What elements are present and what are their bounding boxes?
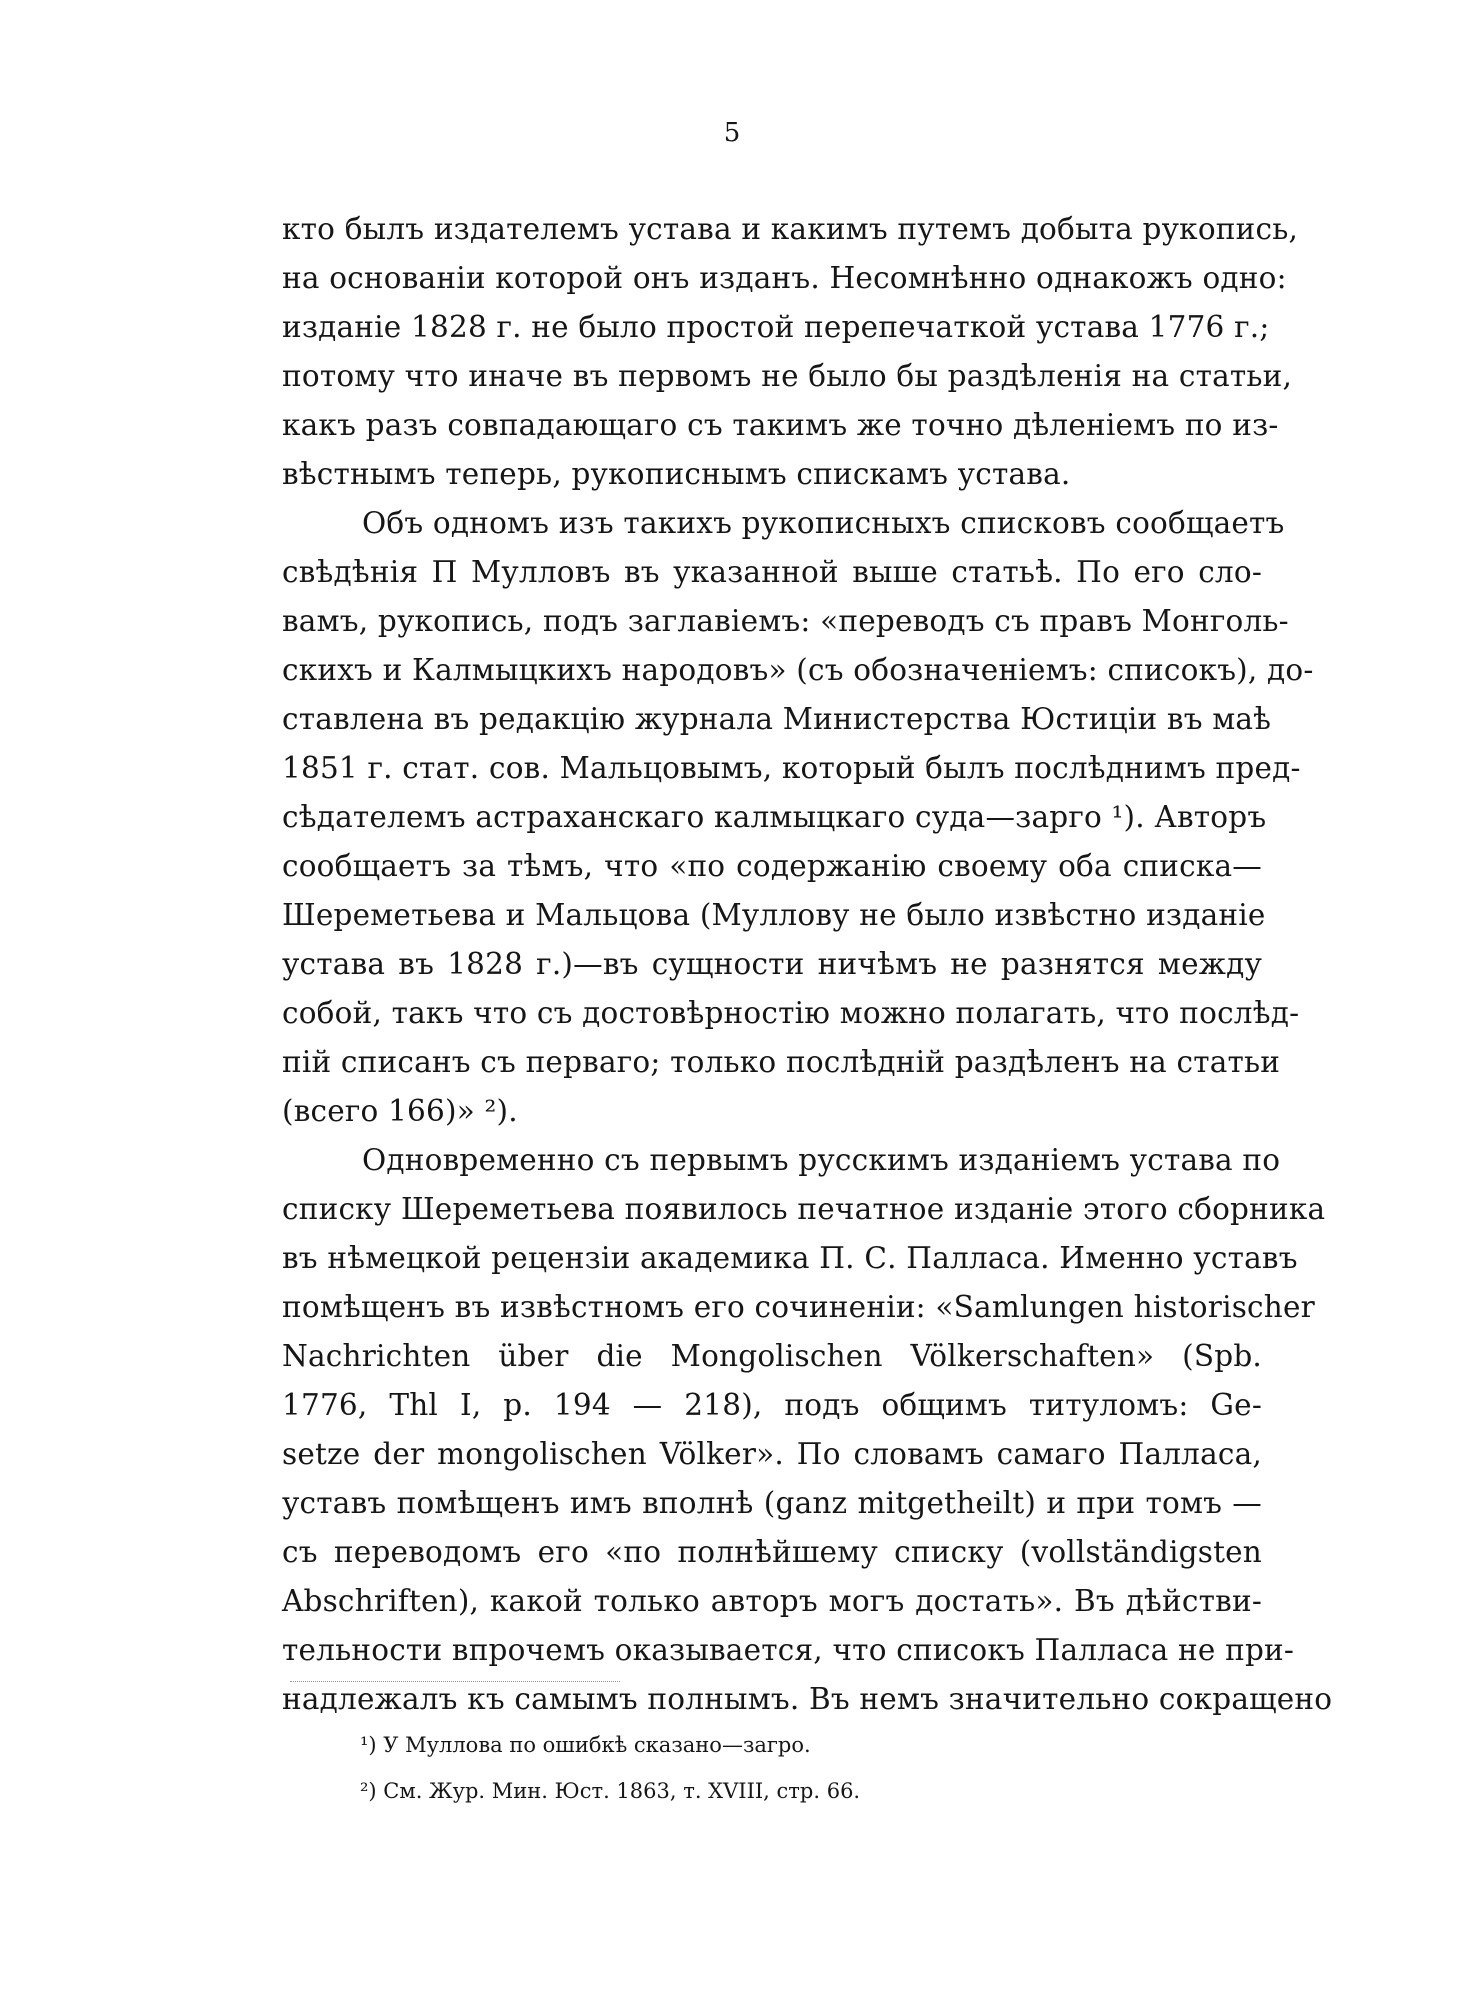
text-line: Nachrichten über die Mongolischen Völkerschaften» (Spb. [282, 1339, 1262, 1373]
text-line: свѣдѣнія П Мулловъ въ указанной выше статьѣ. По его сло- [282, 555, 1262, 589]
text-line: съ переводомъ его «по полнѣйшему списку (vollständigsten [282, 1535, 1262, 1569]
footnote-separator [290, 1681, 620, 1682]
text-line: помѣщенъ въ извѣстномъ его сочиненіи: «Samlungen historischer [282, 1290, 1315, 1324]
main-text [282, 205, 1333, 1724]
text-line: тельности впрочемъ оказывается, что списокъ Палласа не при- [282, 1633, 1295, 1667]
text-line: (всего 166)» ²). [282, 1094, 518, 1128]
text-line: ставлена въ редакцію журнала Министерства Юстиціи въ маѣ [282, 702, 1272, 736]
text-line: 1851 г. стат. сов. Мальцовымъ, который былъ послѣднимъ пред- [282, 751, 1301, 785]
footnotes [360, 1722, 1060, 1814]
footnote-1: ¹) У Муллова по ошибкѣ сказано—загро. [360, 1733, 811, 1757]
paragraph-1 [282, 205, 1299, 499]
text-line: списку Шереметьева появилось печатное изданіе этого сборника [282, 1192, 1326, 1226]
text-line: Шереметьева и Мальцова (Муллову не было извѣстно изданіе [282, 898, 1266, 932]
text-line: Одновременно съ первымъ русскимъ изданіемъ устава по [362, 1143, 1281, 1177]
text-line: потому что иначе въ первомъ не было бы раздѣленія на статьи, [282, 359, 1293, 393]
text-line: какъ разъ совпадающаго съ такимъ же точно дѣленіемъ по из- [282, 408, 1279, 442]
text-line: Abschriften), какой только авторъ могъ достать». Въ дѣйстви- [282, 1584, 1262, 1618]
text-line: вѣстнымъ теперь, рукописнымъ спискамъ устава. [282, 457, 1071, 491]
text-line: скихъ и Калмыцкихъ народовъ» (съ обозначеніемъ: списокъ), до- [282, 653, 1314, 687]
text-line: вамъ, рукопись, подъ заглавіемъ: «переводъ съ правъ Монголь- [282, 604, 1289, 638]
text-line: Объ одномъ изъ такихъ рукописныхъ списковъ сообщаетъ [362, 506, 1285, 540]
paragraph-2 [282, 499, 1314, 1136]
paragraph-3 [282, 1136, 1333, 1724]
text-line: на основаніи которой онъ изданъ. Несомнѣнно однакожъ одно: [282, 261, 1287, 295]
text-line: setze der mongolischen Völker». По словамъ самаго Палласа, [282, 1437, 1262, 1471]
text-line: въ нѣмецкой рецензіи академика П. С. Палласа. Именно уставъ [282, 1241, 1298, 1275]
footnote-2: ²) См. Жур. Мин. Юст. 1863, т. XVIII, стр. 66. [360, 1779, 861, 1803]
text-line: уставъ помѣщенъ имъ вполнѣ (ganz mitgetheilt) и при томъ — [282, 1486, 1262, 1520]
text-line: надлежалъ къ самымъ полнымъ. Въ немъ значительно сокращено [282, 1682, 1333, 1716]
text-line: сообщаетъ за тѣмъ, что «по содержанію своему оба списка— [282, 849, 1262, 883]
page-number: 5 [723, 118, 741, 148]
text-line: устава въ 1828 г.)—въ сущности ничѣмъ не разнятся между [282, 947, 1262, 981]
text-line: сѣдателемъ астраханскаго калмыцкаго суда—зарго ¹). Авторъ [282, 800, 1267, 834]
text-line: кто былъ издателемъ устава и какимъ путемъ добыта рукопись, [282, 212, 1299, 246]
text-line: собой, такъ что съ достовѣрностію можно полагать, что послѣд- [282, 996, 1300, 1030]
text-line: 1776, Thl I, p. 194 — 218), подъ общимъ титуломъ: Ge- [282, 1388, 1262, 1422]
text-line: изданіе 1828 г. не было простой перепечаткой устава 1776 г.; [282, 310, 1270, 344]
text-line: пій списанъ съ перваго; только послѣдній раздѣленъ на статьи [282, 1045, 1281, 1079]
